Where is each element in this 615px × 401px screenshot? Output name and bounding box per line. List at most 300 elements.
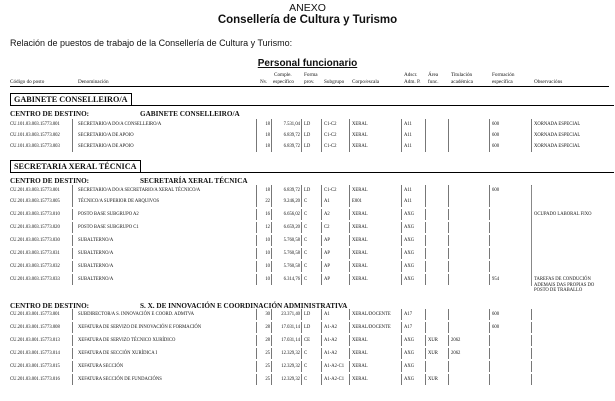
column-rule (271, 261, 272, 272)
cell-denominacion: XEFATURA DE SECCIÓN XURÍDICA I (78, 351, 158, 356)
cell-corpo: XERAL (352, 238, 368, 243)
column-rule (531, 119, 532, 130)
cell-observacions: XORNADA ESPECIAL (534, 122, 581, 127)
column-rule (401, 130, 402, 141)
column-rule (271, 322, 272, 333)
table-row (0, 212, 615, 223)
column-rule (72, 374, 73, 385)
cell-code: CU.201.03.003.15773.001 (10, 188, 60, 193)
column-rule (72, 322, 73, 333)
column-rule (72, 235, 73, 246)
cell-subgrupo: A1-A2-C1 (324, 377, 345, 382)
column-rule (301, 209, 302, 220)
section-rule (10, 105, 614, 106)
cell-nivel: 22 (265, 199, 270, 204)
table-row (0, 351, 615, 362)
column-rule (72, 261, 73, 272)
column-rule (271, 309, 272, 320)
cell-denominacion: SECRETARIO/A DE APOIO (78, 144, 134, 149)
column-rule (72, 130, 73, 141)
col-header-area-1: Área (428, 72, 439, 78)
observations-divider (531, 186, 532, 286)
column-rule (321, 261, 322, 272)
column-rule (256, 119, 257, 130)
cell-adscripcion: A17 (404, 312, 413, 317)
cell-forma-prov: C (304, 351, 308, 356)
table-row (0, 238, 615, 249)
cell-observacions: XORNADA ESPECIAL (534, 144, 581, 149)
column-rule (425, 248, 426, 259)
column-rule (425, 322, 426, 333)
cell-complemento: 5.760,58 (283, 251, 300, 256)
column-rule (489, 322, 490, 333)
column-rule (531, 130, 532, 141)
cell-subgrupo: A2 (324, 212, 330, 217)
cell-code: CU.201.03.003.15773.031 (10, 251, 60, 256)
column-rule (448, 222, 449, 233)
column-rule (271, 348, 272, 359)
cell-formacion: 600 (492, 133, 500, 138)
cell-adscripcion: AXG (404, 264, 415, 269)
cell-subgrupo: C2 (324, 225, 330, 230)
cell-denominacion: SUBALTERNO/A (78, 264, 114, 269)
cell-formacion: 600 (492, 144, 500, 149)
column-rule (321, 335, 322, 346)
cell-forma-prov: C (304, 238, 308, 243)
column-rule (271, 141, 272, 152)
cell-area: XUR (428, 377, 438, 382)
column-rule (489, 261, 490, 272)
column-rule (401, 374, 402, 385)
cell-code: CU.201.03.001.15773.015 (10, 364, 60, 369)
cell-adscripcion: A11 (404, 199, 412, 204)
col-header-subgrupo: Subgrupo (324, 79, 345, 85)
column-rule (531, 335, 532, 346)
column-rule (256, 335, 257, 346)
cell-titulacion: 2062 (451, 351, 461, 356)
col-header-complem-2: específico (273, 79, 295, 85)
cell-forma-prov: C (304, 225, 308, 230)
cell-corpo: XERAL (352, 377, 368, 382)
table-row (0, 251, 615, 262)
column-rule (425, 196, 426, 207)
column-rule (349, 119, 350, 130)
cell-subgrupo: A1 (324, 312, 330, 317)
column-rule (489, 196, 490, 207)
column-rule (72, 348, 73, 359)
cell-subgrupo: A1-A2 (324, 338, 338, 343)
cell-subgrupo: C1-C2 (324, 188, 337, 193)
column-rule (271, 361, 272, 372)
cell-denominacion: SUBALTERNO/A (78, 251, 114, 256)
cell-denominacion: SECRETARIO/A DO/A SECRETARIO/A XERAL TÉCNICO/A (78, 188, 201, 193)
cell-code: CU.101.03.003.15773.003 (10, 144, 60, 149)
column-rule (448, 309, 449, 320)
column-rule (301, 335, 302, 346)
cell-code: CU.201.03.003.15773.010 (10, 212, 60, 217)
column-rule (301, 261, 302, 272)
column-rule (489, 222, 490, 233)
column-rule (448, 196, 449, 207)
cell-nivel: 28 (265, 338, 270, 343)
cell-nivel: 25 (265, 364, 270, 369)
cell-corpo: XERAL (352, 122, 368, 127)
cell-forma-prov: LD (304, 122, 311, 127)
cell-forma-prov: LD (304, 325, 311, 330)
column-rule (271, 335, 272, 346)
cell-observacions: TAREFAS DE CONDUCIÓN ADEMAIS DAS PROPIAS DO POSTO DE TRABALLO (534, 277, 595, 294)
column-rule (271, 196, 272, 207)
cell-titulacion: 2062 (451, 338, 461, 343)
cell-nivel: 18 (265, 188, 270, 193)
column-rule (256, 248, 257, 259)
cell-forma-prov: C (304, 199, 308, 204)
table-row (0, 188, 615, 199)
cell-corpo: XERAL (352, 264, 368, 269)
cell-corpo: XERAL/DOCENTE (352, 325, 391, 330)
column-rule (425, 209, 426, 220)
cell-subgrupo: AP (324, 277, 330, 282)
column-rule (349, 374, 350, 385)
column-rule (321, 141, 322, 152)
column-rule (425, 141, 426, 152)
annex-label: ANEXO (289, 2, 326, 14)
intro-text: Relación de puestos de trabajo de la Consellería de Cultura y Turismo: (10, 38, 293, 48)
cell-nivel: 28 (265, 325, 270, 330)
column-rule (321, 196, 322, 207)
column-rule (401, 348, 402, 359)
cell-code: CU.101.03.003.15773.001 (10, 122, 60, 127)
cell-adscripcion: AXG (404, 277, 415, 282)
column-rule (321, 222, 322, 233)
column-rule (256, 209, 257, 220)
column-rule (301, 130, 302, 141)
column-rule (349, 348, 350, 359)
column-rule (489, 274, 490, 285)
cell-denominacion: XEFATURA DE SERVIZO DE INNOVACIÓN E FORMACIÓN (78, 325, 202, 330)
column-rule (271, 130, 272, 141)
column-rule (321, 374, 322, 385)
cell-denominacion: SUBDIRECTOR/A S. INNOVACIÓN E COORD. ADMTVA (78, 312, 195, 317)
cell-subgrupo: AP (324, 264, 330, 269)
column-rule (321, 274, 322, 285)
cell-adscripcion: A11 (404, 133, 412, 138)
column-rule (72, 335, 73, 346)
cell-nivel: 10 (265, 277, 270, 282)
column-rule (301, 374, 302, 385)
cell-corpo: E001 (352, 199, 362, 204)
column-rule (321, 248, 322, 259)
column-rule (349, 130, 350, 141)
column-rule (349, 322, 350, 333)
cell-nivel: 30 (265, 312, 270, 317)
column-rule (349, 141, 350, 152)
column-rule (256, 222, 257, 233)
header-rule (10, 86, 609, 87)
column-rule (425, 185, 426, 196)
cell-forma-prov: LD (304, 188, 311, 193)
cell-forma-prov: C (304, 364, 308, 369)
column-rule (489, 335, 490, 346)
column-rule (72, 274, 73, 285)
cell-complemento: 12.329,32 (281, 377, 300, 382)
cell-adscripcion: AXG (404, 212, 415, 217)
cell-code: CU.201.03.003.15773.032 (10, 264, 60, 269)
cell-forma-prov: LD (304, 133, 311, 138)
cell-complemento: 7.531,04 (283, 122, 300, 127)
column-rule (301, 309, 302, 320)
cell-complemento: 6.314,76 (283, 277, 300, 282)
column-rule (256, 196, 257, 207)
cell-formacion: 600 (492, 122, 500, 127)
column-rule (489, 130, 490, 141)
col-header-adscr-1: Adscr. (404, 72, 418, 78)
cell-forma-prov: C (304, 251, 308, 256)
cell-nivel: 12 (265, 225, 270, 230)
cell-corpo: XERAL/DOCENTE (352, 312, 391, 317)
table-row (0, 364, 615, 375)
cell-complemento: 6.839,72 (283, 188, 300, 193)
col-header-forma-1: Forma (304, 72, 318, 78)
column-rule (401, 141, 402, 152)
cell-observacions: OCUPADO LABORAL FIXO (534, 212, 592, 217)
column-rule (489, 185, 490, 196)
section-rule (10, 172, 614, 173)
col-header-titulacion-1: Titulación (451, 72, 473, 78)
cell-area: XUR (428, 351, 438, 356)
column-rule (489, 209, 490, 220)
column-rule (401, 248, 402, 259)
column-rule (349, 335, 350, 346)
cell-subgrupo: C1-C2 (324, 144, 337, 149)
table-row (0, 133, 615, 144)
column-rule (401, 196, 402, 207)
column-rule (321, 185, 322, 196)
column-rule (72, 222, 73, 233)
column-rule (72, 196, 73, 207)
column-rule (448, 335, 449, 346)
cell-adscripcion: AXG (404, 251, 415, 256)
cell-subgrupo: C1-C2 (324, 122, 337, 127)
column-rule (401, 361, 402, 372)
column-rule (425, 119, 426, 130)
cell-formacion: 600 (492, 188, 500, 193)
column-rule (301, 235, 302, 246)
column-rule (301, 185, 302, 196)
cell-denominacion: POSTO BASE SUBGRUPO A2 (78, 212, 139, 217)
section-box-gabinete: GABINETE CONSELLEIRO/A (10, 93, 132, 106)
column-rule (448, 185, 449, 196)
column-rule (425, 235, 426, 246)
column-rule (349, 261, 350, 272)
cell-denominacion: XEFATURA DE SERVIZO TÉCNICO XURÍDICO (78, 338, 176, 343)
cell-observacions: XORNADA ESPECIAL (534, 133, 581, 138)
cell-denominacion: SECRETARIO/A DO/A CONSELLEIRO/A (78, 122, 162, 127)
centro-name: GABINETE CONSELLEIRO/A (140, 110, 240, 118)
column-rule (72, 209, 73, 220)
column-rule (301, 322, 302, 333)
column-rule (401, 185, 402, 196)
column-rule (425, 374, 426, 385)
cell-nivel: 10 (265, 251, 270, 256)
column-rule (401, 209, 402, 220)
column-rule (349, 309, 350, 320)
column-rule (321, 130, 322, 141)
col-header-titulacion-2: académica (451, 79, 473, 85)
column-rule (271, 248, 272, 259)
cell-corpo: XERAL (352, 277, 368, 282)
cell-nivel: 25 (265, 351, 270, 356)
table-row (0, 338, 615, 349)
column-rule (349, 196, 350, 207)
table-row (0, 277, 615, 294)
cell-complemento: 6.656,02 (283, 212, 300, 217)
column-rule (256, 348, 257, 359)
column-rule (448, 348, 449, 359)
column-rule (271, 235, 272, 246)
table-row (0, 312, 615, 323)
column-rule (256, 185, 257, 196)
column-rule (401, 261, 402, 272)
column-rule (425, 222, 426, 233)
column-rule (425, 361, 426, 372)
cell-nivel: 18 (265, 133, 270, 138)
column-rule (301, 274, 302, 285)
cell-adscripcion: AXG (404, 377, 415, 382)
column-rule (271, 119, 272, 130)
col-header-codigo: Código do posto (10, 79, 45, 85)
cell-forma-prov: LD (304, 312, 311, 317)
personal-heading: Personal funcionario (257, 58, 358, 69)
column-rule (425, 335, 426, 346)
centro-label: CENTRO DE DESTINO: (10, 177, 90, 185)
centro-label: CENTRO DE DESTINO: (10, 110, 90, 118)
col-header-formacion-1: Formación (492, 72, 515, 78)
cell-code: CU.201.03.003.15773.033 (10, 277, 60, 282)
cell-complemento: 12.329,32 (281, 351, 300, 356)
column-rule (531, 309, 532, 320)
column-rule (256, 361, 257, 372)
column-rule (489, 309, 490, 320)
column-rule (349, 248, 350, 259)
column-rule (256, 374, 257, 385)
column-rule (256, 261, 257, 272)
cell-complemento: 6.839,72 (283, 144, 300, 149)
cell-forma-prov: LD (304, 144, 311, 149)
cell-subgrupo: AP (324, 251, 330, 256)
column-rule (448, 235, 449, 246)
cell-code: CU.201.03.003.15773.030 (10, 238, 60, 243)
column-rule (256, 309, 257, 320)
cell-denominacion: TÉCNICO/A SUPERIOR DE ARQUIVOS (78, 199, 160, 204)
cell-formacion: 600 (492, 325, 500, 330)
cell-nivel: 10 (265, 238, 270, 243)
col-header-complem-1: Comple. (274, 72, 292, 78)
centro-label: CENTRO DE DESTINO: (10, 302, 90, 310)
col-header-nivel: Nv. (260, 79, 268, 85)
cell-subgrupo: C1-C2 (324, 133, 337, 138)
column-rule (425, 309, 426, 320)
table-row (0, 264, 615, 275)
column-rule (321, 322, 322, 333)
cell-code: CU.201.03.003.15773.005 (10, 199, 60, 204)
column-rule (401, 335, 402, 346)
col-header-area-2: func. (428, 79, 439, 85)
column-rule (448, 130, 449, 141)
section-box-secretaria: SECRETARIA XERAL TÉCNICA (10, 160, 141, 173)
table-row (0, 325, 615, 336)
column-rule (448, 361, 449, 372)
column-rule (271, 274, 272, 285)
column-rule (271, 222, 272, 233)
column-rule (256, 322, 257, 333)
column-rule (531, 141, 532, 152)
table-row (0, 377, 615, 388)
column-rule (321, 361, 322, 372)
cell-corpo: XERAL (352, 351, 368, 356)
column-rule (531, 361, 532, 372)
column-rule (301, 248, 302, 259)
cell-corpo: XERAL (352, 144, 368, 149)
column-rule (321, 235, 322, 246)
col-header-corpo: Corpo/escala (352, 79, 380, 85)
cell-complemento: 6.839,72 (283, 133, 300, 138)
cell-complemento: 23.371,40 (281, 312, 300, 317)
column-rule (256, 274, 257, 285)
column-rule (301, 222, 302, 233)
cell-code: CU.201.03.001.15773.014 (10, 351, 60, 356)
col-header-denominacion: Denominación (78, 79, 109, 85)
cell-nivel: 18 (265, 122, 270, 127)
centro-name: SECRETARÍA XERAL TÉCNICA (140, 177, 248, 185)
column-rule (425, 130, 426, 141)
column-rule (321, 348, 322, 359)
cell-nivel: 10 (265, 264, 270, 269)
cell-corpo: XERAL (352, 212, 368, 217)
cell-subgrupo: A1-A2 (324, 325, 338, 330)
column-rule (489, 119, 490, 130)
column-rule (349, 361, 350, 372)
cell-formacion: 600 (492, 312, 500, 317)
column-rule (271, 209, 272, 220)
cell-corpo: XERAL (352, 133, 368, 138)
centro-name: S. X. DE INNOVACIÓN E COORDINACIÓN ADMINISTRATIVA (140, 302, 348, 310)
column-rule (401, 119, 402, 130)
cell-subgrupo: A1-A2 (324, 351, 338, 356)
column-rule (448, 248, 449, 259)
column-rule (349, 274, 350, 285)
cell-adscripcion: A11 (404, 144, 412, 149)
document-title: Consellería de Cultura y Turismo (217, 14, 398, 26)
table-row (0, 122, 615, 133)
cell-nivel: 18 (265, 144, 270, 149)
column-rule (301, 141, 302, 152)
column-rule (489, 348, 490, 359)
cell-adscripcion: AXG (404, 364, 415, 369)
cell-adscripcion: A11 (404, 122, 412, 127)
column-rule (425, 261, 426, 272)
column-rule (489, 248, 490, 259)
column-rule (425, 348, 426, 359)
cell-corpo: XERAL (352, 188, 368, 193)
column-rule (72, 248, 73, 259)
column-rule (271, 185, 272, 196)
cell-denominacion: POSTO BASE SUBGRUPO C1 (78, 225, 139, 230)
cell-nivel: 25 (265, 377, 270, 382)
col-header-forma-2: prov. (304, 79, 315, 85)
cell-code: CU.201.03.003.15773.020 (10, 225, 60, 230)
column-rule (448, 274, 449, 285)
